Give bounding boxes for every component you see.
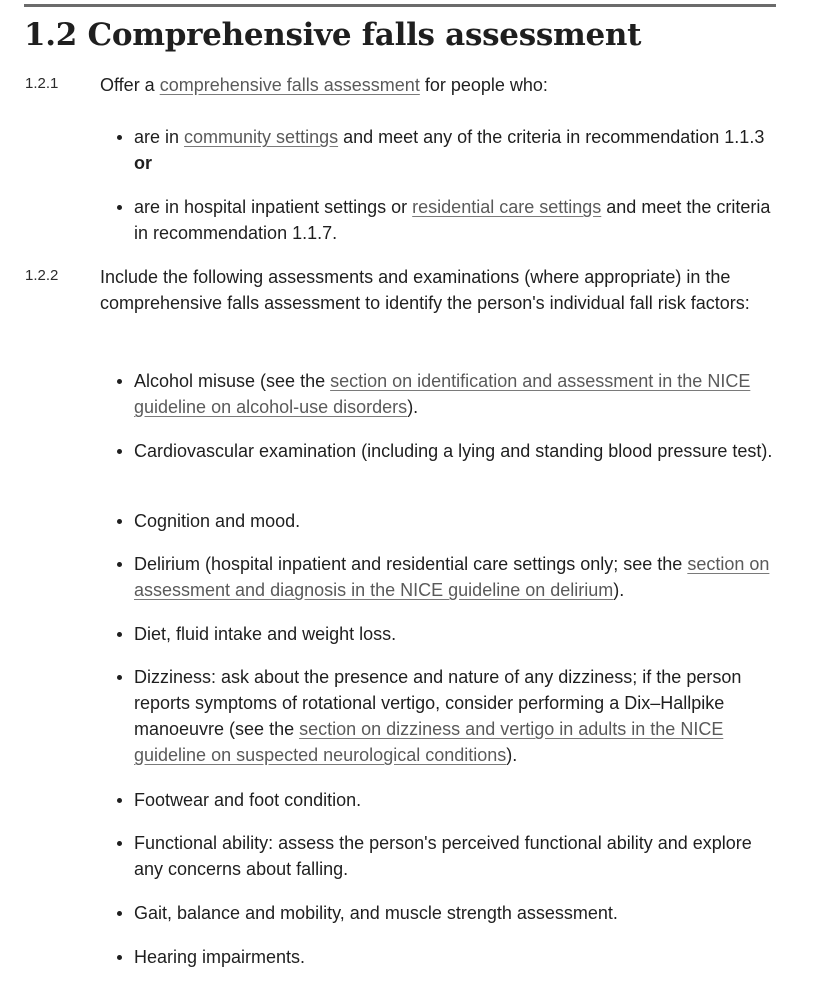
link-comprehensive-falls-assessment[interactable]: comprehensive falls assessment bbox=[159, 75, 420, 95]
list-item bbox=[134, 830, 779, 882]
link-residential-care-settings[interactable]: residential care settings bbox=[412, 197, 602, 217]
bullet-icon bbox=[117, 675, 122, 680]
item-text: are in hospital inpatient settings or bbox=[134, 197, 413, 217]
top-divider bbox=[24, 4, 776, 7]
link-community-settings[interactable]: community settings bbox=[184, 127, 339, 147]
link-alcohol-use-disorders[interactable]: section on identification and assessment in the NICE guideline on alcohol-use disorders bbox=[134, 371, 751, 417]
item-text: Diet, fluid intake and weight loss. bbox=[134, 624, 397, 644]
item-text: Gait, balance and mobility, and muscle strength assessment. bbox=[134, 903, 618, 923]
list-item bbox=[134, 944, 779, 970]
list-item bbox=[134, 194, 779, 246]
item-text: are in bbox=[134, 127, 185, 147]
item-text: Dizziness: ask about the presence and nature of any dizziness; if the person reports symptoms of rotational vertigo, consider performing a Dix–Hallpike manoeuvre (see the bbox=[134, 667, 742, 739]
item-text: Delirium (hospital inpatient and residential care settings only; see the bbox=[134, 554, 688, 574]
bullet-icon bbox=[117, 841, 122, 846]
list-item bbox=[134, 124, 779, 176]
intro-text-after: for people who: bbox=[419, 75, 548, 95]
bullet-icon bbox=[117, 955, 122, 960]
recommendation-number: 1.2.2 bbox=[25, 267, 59, 284]
item-text: and meet the criteria in recommendation 1.1.7. bbox=[134, 197, 771, 243]
bullet-icon bbox=[117, 632, 122, 637]
list-item bbox=[134, 438, 779, 464]
item-text: ). bbox=[613, 580, 625, 600]
bullet-icon bbox=[117, 449, 122, 454]
item-text: Functional ability: assess the person's perceived functional ability and explore any concerns about falling. bbox=[134, 833, 752, 879]
bullet-icon bbox=[117, 205, 122, 210]
list-item bbox=[134, 508, 779, 534]
list-item bbox=[134, 551, 779, 603]
list-item bbox=[134, 664, 779, 768]
item-text: Alcohol misuse (see the bbox=[134, 371, 331, 391]
bullet-icon bbox=[117, 379, 122, 384]
recommendation-text bbox=[100, 72, 780, 98]
item-text: Hearing impairments. bbox=[134, 947, 306, 967]
bullet-icon bbox=[117, 562, 122, 567]
item-text: and meet any of the criteria in recommendation 1.1.3 bbox=[338, 127, 765, 147]
list-item bbox=[134, 787, 779, 813]
bullet-icon bbox=[117, 911, 122, 916]
link-dizziness-vertigo-guideline[interactable]: section on dizziness and vertigo in adults in the NICE guideline on suspected neurological conditions bbox=[134, 719, 724, 765]
list-item bbox=[134, 900, 779, 926]
link-delirium-guideline[interactable]: section on assessment and diagnosis in the NICE guideline on delirium bbox=[134, 554, 770, 600]
item-text: ). bbox=[506, 745, 518, 765]
item-text: Cardiovascular examination (including a lying and standing blood pressure test). bbox=[134, 441, 773, 461]
section-heading: 1.2 Comprehensive falls assessment bbox=[24, 17, 642, 53]
bullet-icon bbox=[117, 519, 122, 524]
item-text: Cognition and mood. bbox=[134, 511, 301, 531]
bullet-icon bbox=[117, 135, 122, 140]
bullet-icon bbox=[117, 798, 122, 803]
item-text: ). bbox=[407, 397, 419, 417]
recommendation-text: Include the following assessments and examinations (where appropriate) in the comprehensive falls assessment to identify the person's individual fall risk factors: bbox=[100, 267, 750, 313]
list-item bbox=[134, 368, 779, 420]
list-item bbox=[134, 621, 779, 647]
item-text: Footwear and foot condition. bbox=[134, 790, 362, 810]
recommendation-number: 1.2.1 bbox=[25, 75, 59, 92]
item-emphasis: or bbox=[134, 153, 152, 173]
intro-text-before: Offer a bbox=[100, 75, 160, 95]
